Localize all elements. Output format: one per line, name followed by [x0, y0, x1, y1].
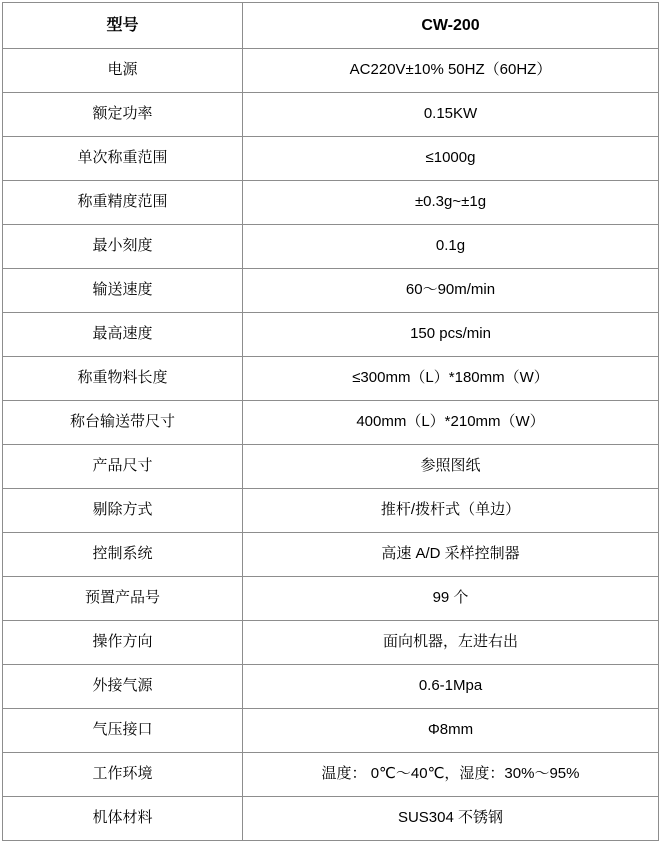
spec-value-cell: 高速 A/D 采样控制器 — [243, 533, 659, 577]
table-row — [3, 445, 659, 489]
spec-value-cell: Φ8mm — [243, 709, 659, 753]
spec-value-cell: 温度： 0℃～40℃，湿度：30%～95% — [243, 753, 659, 797]
table-row — [3, 489, 659, 533]
spec-label-cell: 最高速度 — [3, 313, 243, 357]
spec-value-cell: 0.15KW — [243, 93, 659, 137]
table-row — [3, 753, 659, 797]
table-row — [3, 621, 659, 665]
spec-value-cell: 400mm（L）*210mm（W） — [243, 401, 659, 445]
spec-value-cell: AC220V±10% 50HZ（60HZ） — [243, 49, 659, 93]
table-header-row — [3, 3, 659, 49]
spec-label-cell: 产品尺寸 — [3, 445, 243, 489]
spec-label-cell: 剔除方式 — [3, 489, 243, 533]
spec-label-cell: 控制系统 — [3, 533, 243, 577]
spec-value-cell: ≤300mm（L）*180mm（W） — [243, 357, 659, 401]
table-row — [3, 665, 659, 709]
spec-value-cell: 参照图纸 — [243, 445, 659, 489]
spec-label-cell: 气压接口 — [3, 709, 243, 753]
spec-label-cell: 工作环境 — [3, 753, 243, 797]
spec-label-cell: 最小刻度 — [3, 225, 243, 269]
spec-value-cell: 150 pcs/min — [243, 313, 659, 357]
table-row — [3, 137, 659, 181]
spec-value-cell: ≤1000g — [243, 137, 659, 181]
table-row — [3, 93, 659, 137]
spec-value-cell: 面向机器，左进右出 — [243, 621, 659, 665]
table-row — [3, 49, 659, 93]
spec-label-cell: 外接气源 — [3, 665, 243, 709]
spec-label-cell: 额定功率 — [3, 93, 243, 137]
spec-value-cell: 推杆/拨杆式（单边） — [243, 489, 659, 533]
table-row — [3, 269, 659, 313]
spec-label-cell: 电源 — [3, 49, 243, 93]
spec-label-cell: 单次称重范围 — [3, 137, 243, 181]
spec-value-cell: 0.6-1Mpa — [243, 665, 659, 709]
spec-label-cell: 称重物料长度 — [3, 357, 243, 401]
spec-label-cell: 机体材料 — [3, 797, 243, 841]
table-row — [3, 225, 659, 269]
specification-table-body — [3, 3, 659, 841]
spec-label-cell: 预置产品号 — [3, 577, 243, 621]
spec-value-cell: 0.1g — [243, 225, 659, 269]
specification-table — [2, 2, 659, 841]
spec-label-cell: 操作方向 — [3, 621, 243, 665]
spec-label-cell: 称台输送带尺寸 — [3, 401, 243, 445]
table-row — [3, 181, 659, 225]
table-row — [3, 533, 659, 577]
spec-value-cell: ±0.3g~±1g — [243, 181, 659, 225]
table-row — [3, 401, 659, 445]
model-value-cell: CW-200 — [243, 3, 659, 49]
table-row — [3, 709, 659, 753]
spec-value-cell: SUS304 不锈钢 — [243, 797, 659, 841]
spec-value-cell: 99 个 — [243, 577, 659, 621]
table-row — [3, 313, 659, 357]
spec-value-cell: 60～90m/min — [243, 269, 659, 313]
spec-label-cell: 输送速度 — [3, 269, 243, 313]
spec-label-cell: 称重精度范围 — [3, 181, 243, 225]
table-row — [3, 797, 659, 841]
model-label-cell: 型号 — [3, 3, 243, 49]
table-row — [3, 577, 659, 621]
table-row — [3, 357, 659, 401]
